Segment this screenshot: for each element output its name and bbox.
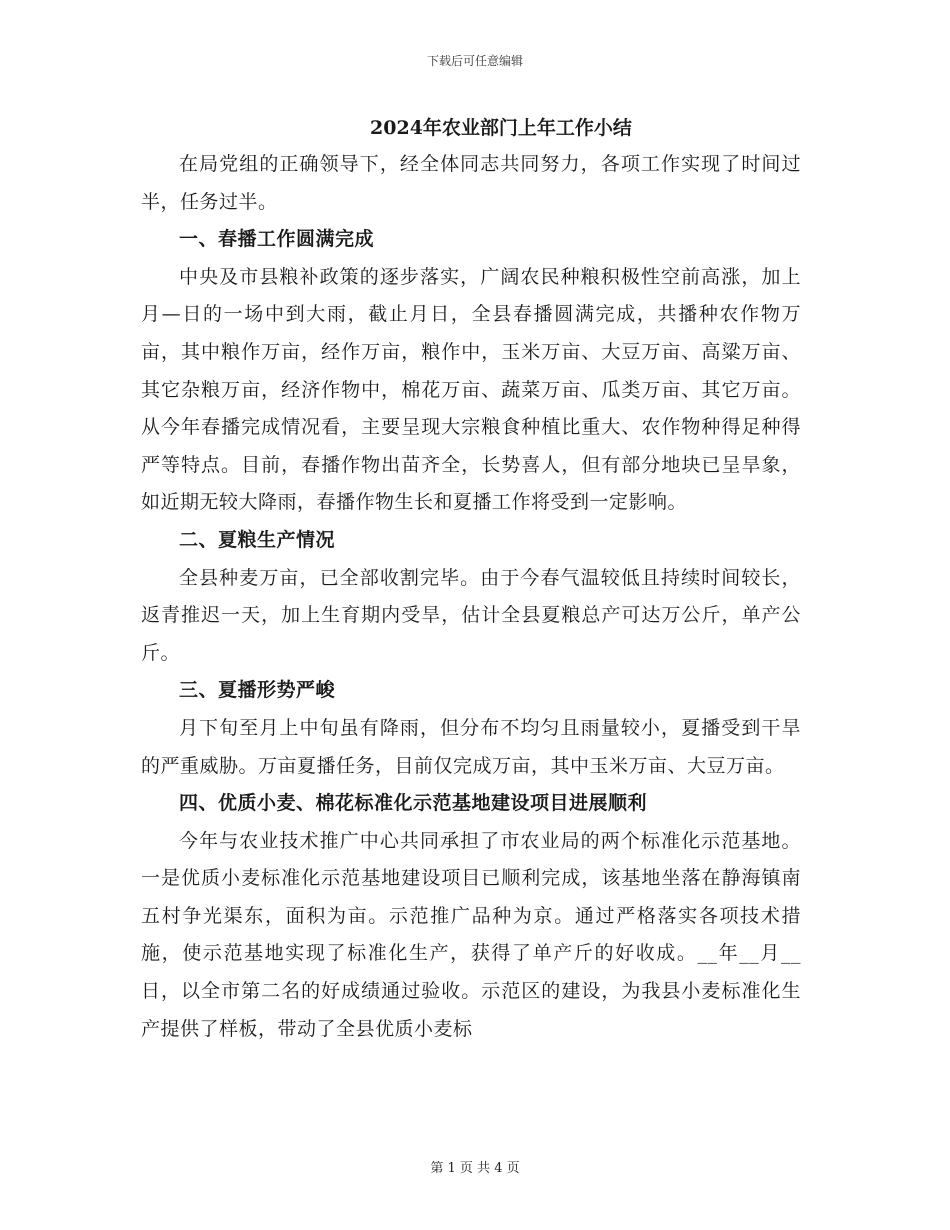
document-title: 2024年农业部门上年工作小结 (370, 117, 632, 139)
intro-paragraph: 在局党组的正确领导下，经全体同志共同努力，各项工作实现了时间过半，任务过半。 (141, 153, 801, 213)
section-body-2: 全县种麦万亩，已全部收割完毕。由于今春气温较低且持续时间较长，返青推迟一天，加上生育期内受旱，估计全县夏粮总产可达万公斤，单产公斤。 (141, 566, 801, 664)
page-footer: 第 1 页 共 4 页 (430, 1161, 520, 1176)
document-body (141, 110, 801, 1048)
header-note: 下载后可任意编辑 (426, 54, 523, 68)
section-heading-3: 三、夏播形势严峻 (179, 679, 336, 702)
section-body-1: 中央及市县粮补政策的逐步落实，广阔农民种粮积极性空前高涨，加上月—日的一场中到大雨，截止月日，全县春播圆满完成，共播种农作物万亩，其中粮作万亩，经作万亩，粮作中，玉米万亩、大豆万亩、高粱万亩、其它杂粮万亩，经济作物中，棉花万亩、蔬菜万亩、瓜类万亩、其它万亩。从今年春播完成情况看，主要呈现大宗粮食种植比重大、农作物种得足种得严等特点。目前，春播作物出苗齐全，长势喜人，但有部分地块已呈旱象，如近期无较大降雨，春播作物生长和夏播工作将受到一定影响。 (141, 265, 801, 514)
section-heading-2: 二、夏粮生产情况 (179, 528, 336, 551)
section-body-3: 月下旬至月上中旬虽有降雨，但分布不均匀且雨量较小，夏播受到干旱的严重威胁。万亩夏播任务，目前仅完成万亩，其中玉米万亩、大豆万亩。 (141, 716, 801, 777)
section-heading-1: 一、春播工作圆满完成 (179, 228, 375, 251)
section-heading-4: 四、优质小麦、棉花标准化示范基地建设项目进展顺利 (179, 792, 648, 815)
section-body-4: 今年与农业技术推广中心共同承担了市农业局的两个标准化示范基地。一是优质小麦标准化示范基地建设项目已顺利完成，该基地坐落在静海镇南五村争光渠东，面积为亩。示范推广品种为京。通过严格落实各项技术措施，使示范基地实现了标准化生产，获得了单产斤的好收成。__年__月__日，以全市第二名的好成绩通过验收。示范区的建设，为我县小麦标准化生产提供了样板，带动了全县优质小麦标 (141, 829, 801, 1040)
